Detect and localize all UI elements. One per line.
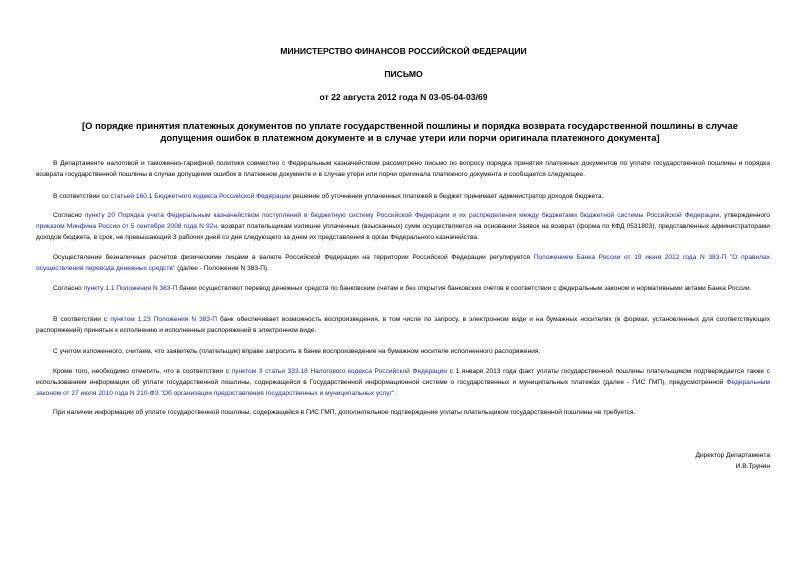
paragraph-3 <box>36 210 770 243</box>
paragraph-5 <box>36 283 770 294</box>
treasury-procedure-link[interactable]: пункту 20 Порядка учета Федеральным казначейством поступлений в бюджетную систему Российской Федерации и их распределения между бюджетами бюджетной системы Российской Федерации <box>84 212 720 219</box>
document-title: [О порядке принятия платежных документов по уплате государственной пошлины и порядка возврата государственной пошлины в случае допущения ошибок в платежном документе и в случае утери или порчи оригинала платежного документа] <box>82 120 738 143</box>
paragraph-3-text-b: , утвержденного <box>719 212 770 219</box>
paragraph-2 <box>36 191 770 202</box>
paragraph-2-text-b: решение об уточнении уплаченных платежей в бюджет принимает администратор доходов бюджета. <box>290 193 604 200</box>
paragraph-3-text-c: , возврат плательщикам излишне уплаченных (взысканных) сумм осуществляется на основании Заявок на возврат (форма по КФД 0531803), представленных администраторами доходов бюджета, в срок, не превышающий 3 рабочих дней со дня следующего за днем их представления в орган Федерального казначейства. <box>36 223 770 241</box>
paragraph-6-text-b: банк обеспечивает возможность воспроизведения, в том числе по запросу, в электронном виде и на бумажных носителях (в формах, установленных для соответствующих распоряжений) принятых к исполнению и исполненных распоряжений в электронном виде. <box>36 316 771 334</box>
paragraph-5-text-a: Согласно <box>53 285 84 292</box>
federal-law-210-link[interactable]: Федеральным законом от 27 июля 2010 года N 210-ФЗ "Об организации предоставления государственных и муниципальных услуг" <box>36 379 770 397</box>
paragraph-1 <box>36 158 770 180</box>
signature-position: Директор Департамента <box>695 452 770 459</box>
paragraph-4-text-b: (далее - Положение N 383-П). <box>175 265 270 272</box>
regulation-clause-1-1-link[interactable]: пункту 1.1 Положения N 383-П <box>83 285 178 292</box>
paragraph-9-text: При наличии информации об уплате государственной пошлины, содержащейся в ГИС ГМП, дополнительное подтверждение уплаты плательщиком государственной пошлины не требуется. <box>53 409 636 416</box>
paragraph-4 <box>36 252 770 274</box>
paragraph-2-text-a: В соответствии со <box>53 193 111 200</box>
document-type: ПИСЬМО <box>384 69 423 79</box>
minfin-order-link[interactable]: приказом Минфина России от 5 сентября 2008 года N 92н <box>36 223 217 230</box>
signature-name: И.В.Трунин <box>735 462 770 470</box>
paragraph-7-text: С учетом изложенного, считаем, что заявитель (плательщик) вправе запросить в банке воспроизведение на бумажном носителе исполненного распоряжения. <box>53 348 541 355</box>
document-date: от 22 августа 2012 года N 03-05-04-03/69 <box>319 92 488 102</box>
paragraph-8-text-c: . <box>394 390 397 397</box>
ministry-heading: МИНИСТЕРСТВО ФИНАНСОВ РОССИЙСКОЙ ФЕДЕРАЦИИ <box>280 46 527 56</box>
paragraph-7 <box>36 346 770 357</box>
signature-block <box>695 451 770 472</box>
paragraph-8-text-a: Кроме того, необходимо отметить, что в соответствии с <box>53 368 232 375</box>
paragraph-4-text-a: Осуществление безналичных расчетов физическими лицами в валюте Российской Федерации на территории Российской Федерации регулируется <box>53 254 534 261</box>
paragraph-3-text-a: Согласно <box>53 212 85 219</box>
paragraph-1-text: В Департаменте налоговой и таможенно-тарифной политики совместно с Федеральным казначейством рассмотрено письмо по вопросу порядка принятия платежных документов по уплате государственной пошлины и порядка возврата государственной пошлины в случае допущения ошибок в платежном документе и в случае утери или порчи оригинала платежного документа и сообщается следующее. <box>36 160 770 178</box>
paragraph-6-text-a: В соответствии с <box>53 316 111 323</box>
bank-regulation-link[interactable]: Положением Банка России от 19 июня 2012 года N 383-П "О правилах осуществления перевода денежных средств" <box>36 254 770 272</box>
paragraph-6 <box>36 314 770 336</box>
regulation-clause-1-23-link[interactable]: пунктом 1.23 Положения N 383-П <box>110 316 218 323</box>
paragraph-9 <box>36 407 770 418</box>
paragraph-5-text-b: банки осуществляют перевод денежных средств по банковским счетам и без открытия банковских счетов в соответствии с федеральным законом и нормативными актами Банка России. <box>177 285 752 292</box>
paragraph-8 <box>36 366 770 399</box>
tax-code-article-link[interactable]: пунктом 3 статьи 333.18 Налогового кодекса Российской Федерации <box>231 368 447 375</box>
budget-code-article-link[interactable]: статьей 160.1 Бюджетного кодекса Российской Федерации <box>110 193 291 200</box>
paragraph-8-text-b: с 1 января 2013 года факт уплаты государственной пошлины плательщиком подтверждается также с использованием информации об уплате государственной пошлины, содержащейся в Государственной информационной системе о государственных и муниципальных платежах (далее - ГИС ГМП), предусмотренной <box>36 368 770 386</box>
